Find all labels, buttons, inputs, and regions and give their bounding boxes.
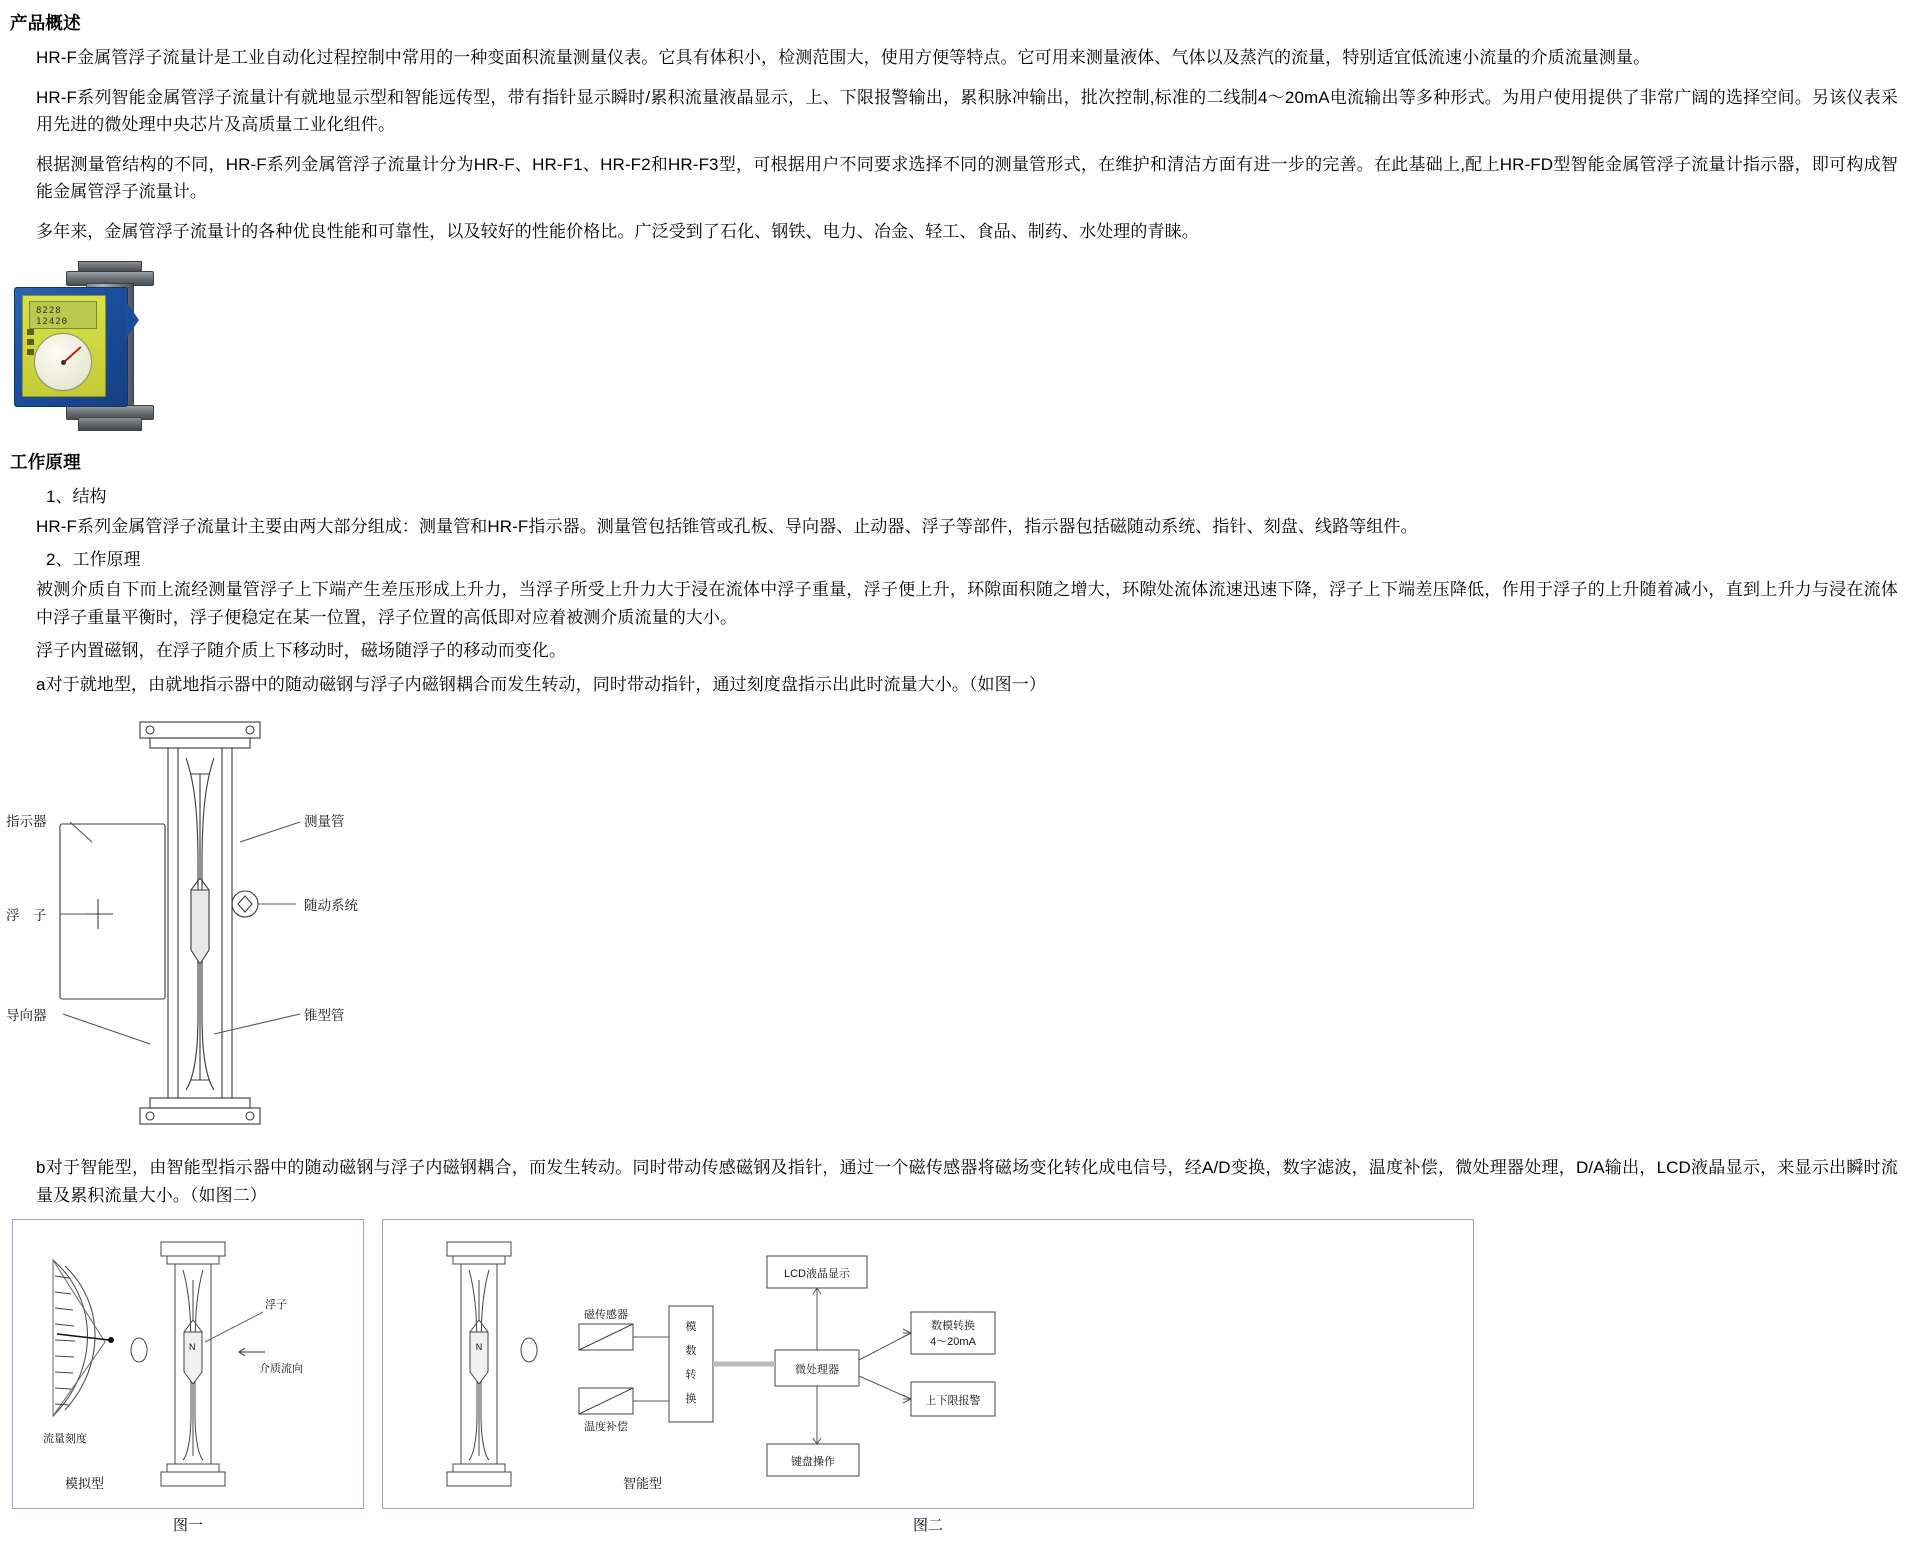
overview-paragraph-1-text: HR-F金属管浮子流量计是工业自动化过程控制中常用的一种变面积流量测量仪表。它具有体积小，检测范围大，使用方便等特点。它可用来测量液体、气体以及蒸汽的流量，特别适宜低流速小流量的介质流量测量。 xyxy=(36,48,1651,68)
overview-paragraph-3 xyxy=(0,151,1920,206)
figure-cutaway-assembly xyxy=(0,714,470,1144)
label-flow-direction-fig1: 介质流向 xyxy=(259,1363,303,1376)
label-adc-char-1: 模 xyxy=(685,1321,697,1334)
figure-captions xyxy=(12,1515,1920,1538)
float-pole-mark-right: N xyxy=(475,1342,483,1353)
label-alarm-output: 上下限报警 xyxy=(925,1395,981,1408)
principle-paragraph-structure-text: HR-F系列金属管浮子流量计主要由两大部分组成：测量管和HR-F指示器。测量管包括锥管或孔板、导向器、止动器、浮子等部件，指示器包括磁随动系统、指针、刻盘、线路等组件。 xyxy=(36,517,1418,537)
lcd-line-1: 8228 xyxy=(36,306,62,317)
section-heading-principle: 工作原理 xyxy=(10,452,81,473)
overview-paragraph-1 xyxy=(0,44,1920,72)
overview-paragraph-4-text: 多年来，金属管浮子流量计的各种优良性能和可靠性，以及较好的性能价格比。广泛受到了石化、钢铁、电力、冶金、轻工、食品、制药、水处理的青睐。 xyxy=(36,221,1199,241)
label-flow-scale-fig1: 流量刻度 xyxy=(43,1433,87,1446)
principle-paragraph-magnet xyxy=(0,637,1920,665)
label-follower-system: 随动系统 xyxy=(304,898,358,914)
principle-paragraph-smart-type-text: b对于智能型，由智能型指示器中的随动磁钢与浮子内磁钢耦合，而发生转动。同时带动传感磁钢及指针，通过一个磁传感器将磁场变化转化成电信号，经A/D变换，数字滤波，温度补偿，微处理器处理，D/A输出，LCD液晶显示，来显示出瞬时流量及累积流量大小。（如图二） xyxy=(36,1158,1898,1205)
principle-item-2: 2、工作原理 xyxy=(46,549,141,569)
figure-one-box xyxy=(12,1219,364,1509)
lcd-line-2: 12420 xyxy=(36,317,69,328)
label-indicator: 指示器 xyxy=(6,814,47,830)
label-adc-char-3: 转 xyxy=(685,1369,697,1382)
figure-one-caption: 图一 xyxy=(172,1517,203,1535)
figure-one-svg xyxy=(13,1220,363,1508)
figure-cutaway-svg xyxy=(0,714,470,1144)
label-magnetic-sensor: 磁传感器 xyxy=(584,1309,628,1322)
label-dac-line-1: 数模转换 xyxy=(931,1320,975,1333)
overview-paragraph-3-text: 根据测量管结构的不同，HR-F系列金属管浮子流量计分为HR-F、HR-F1、HR-F2和HR-F3型，可根据用户不同要求选择不同的测量管形式，在维护和清洁方面有进一步的完善。在此基础上,配上HR-FD型智能金属管浮子流量计指示器，即可构成智能金属管浮子流量计。 xyxy=(36,154,1899,202)
principle-paragraph-working xyxy=(0,576,1920,631)
flowmeter-illustration xyxy=(6,259,202,435)
label-adc-char-2: 数 xyxy=(685,1345,697,1358)
dial-hub xyxy=(61,360,66,365)
label-temperature-compensation: 温度补偿 xyxy=(584,1421,628,1434)
principle-item-1: 1、结构 xyxy=(46,486,107,506)
figure-two-svg xyxy=(383,1220,1473,1508)
label-dac-line-2: 4～20mA xyxy=(930,1336,976,1349)
principle-paragraph-local-type xyxy=(0,671,1920,699)
label-keyboard-operation: 键盘操作 xyxy=(791,1456,835,1469)
label-measuring-tube: 测量管 xyxy=(304,814,345,830)
overview-paragraph-2 xyxy=(0,84,1920,139)
product-photo xyxy=(6,259,206,439)
overview-paragraph-2-text: HR-F系列智能金属管浮子流量计有就地显示型和智能远传型，带有指针显示瞬时/累积流量液晶显示，上、下限报警输出，累积脉冲输出，批次控制,标准的二线制4～20mA电流输出等多种形式。为用户使用提供了非常广阔的选择空间。另该仪表采用先进的微处理中央芯片及高质量工业化组件。 xyxy=(36,87,1898,135)
figure-cutaway-labels xyxy=(6,813,358,1023)
label-adc-char-4: 换 xyxy=(685,1393,697,1406)
label-analog-type: 模拟型 xyxy=(65,1476,105,1492)
lcd-display xyxy=(29,301,97,329)
section-heading-overview: 产品概述 xyxy=(10,13,81,33)
label-float-fig1: 浮子 xyxy=(265,1299,287,1312)
figure-two-box xyxy=(382,1219,1474,1509)
label-lcd-display: LCD液晶显示 xyxy=(783,1268,851,1281)
principle-paragraph-local-type-text: a对于就地型，由就地指示器中的随动磁钢与浮子内磁钢耦合而发生转动，同时带动指针，通过刻度盘指示出此时流量大小。（如图一） xyxy=(36,674,1046,694)
principle-paragraph-smart-type xyxy=(0,1154,1920,1209)
overview-paragraph-4 xyxy=(0,218,1920,246)
keypad-buttons xyxy=(27,329,34,359)
label-guide: 导向器 xyxy=(6,1008,47,1024)
label-float: 浮 子 xyxy=(6,908,47,924)
document-page xyxy=(0,10,1920,1564)
principle-paragraph-structure xyxy=(0,513,1920,541)
figures-row xyxy=(12,1219,1920,1509)
principle-paragraph-magnet-text: 浮子内置磁钢，在浮子随介质上下移动时，磁场随浮子的移动而变化。 xyxy=(36,641,567,661)
label-microprocessor: 微处理器 xyxy=(795,1364,839,1377)
label-smart-type: 智能型 xyxy=(623,1476,663,1492)
principle-paragraph-working-text: 被测介质自下而上流经测量管浮子上下端产生差压形成上升力，当浮子所受上升力大于浸在流体中浮子重量，浮子便上升，环隙面积随之增大，环隙处流体流速迅速下降，浮子上下端差压降低，作用于浮子的上升随着减小，直到上升力与浸在流体中浮子重量平衡时，浮子便稳定在某一位置，浮子位置的高低即对应着被测介质流量的大小。 xyxy=(36,580,1898,627)
label-cone-tube: 锥型管 xyxy=(304,1008,345,1024)
pipe-bottom xyxy=(78,417,142,431)
figure-two-caption: 图二 xyxy=(912,1517,943,1535)
float-pole-mark-left: N xyxy=(189,1342,196,1353)
